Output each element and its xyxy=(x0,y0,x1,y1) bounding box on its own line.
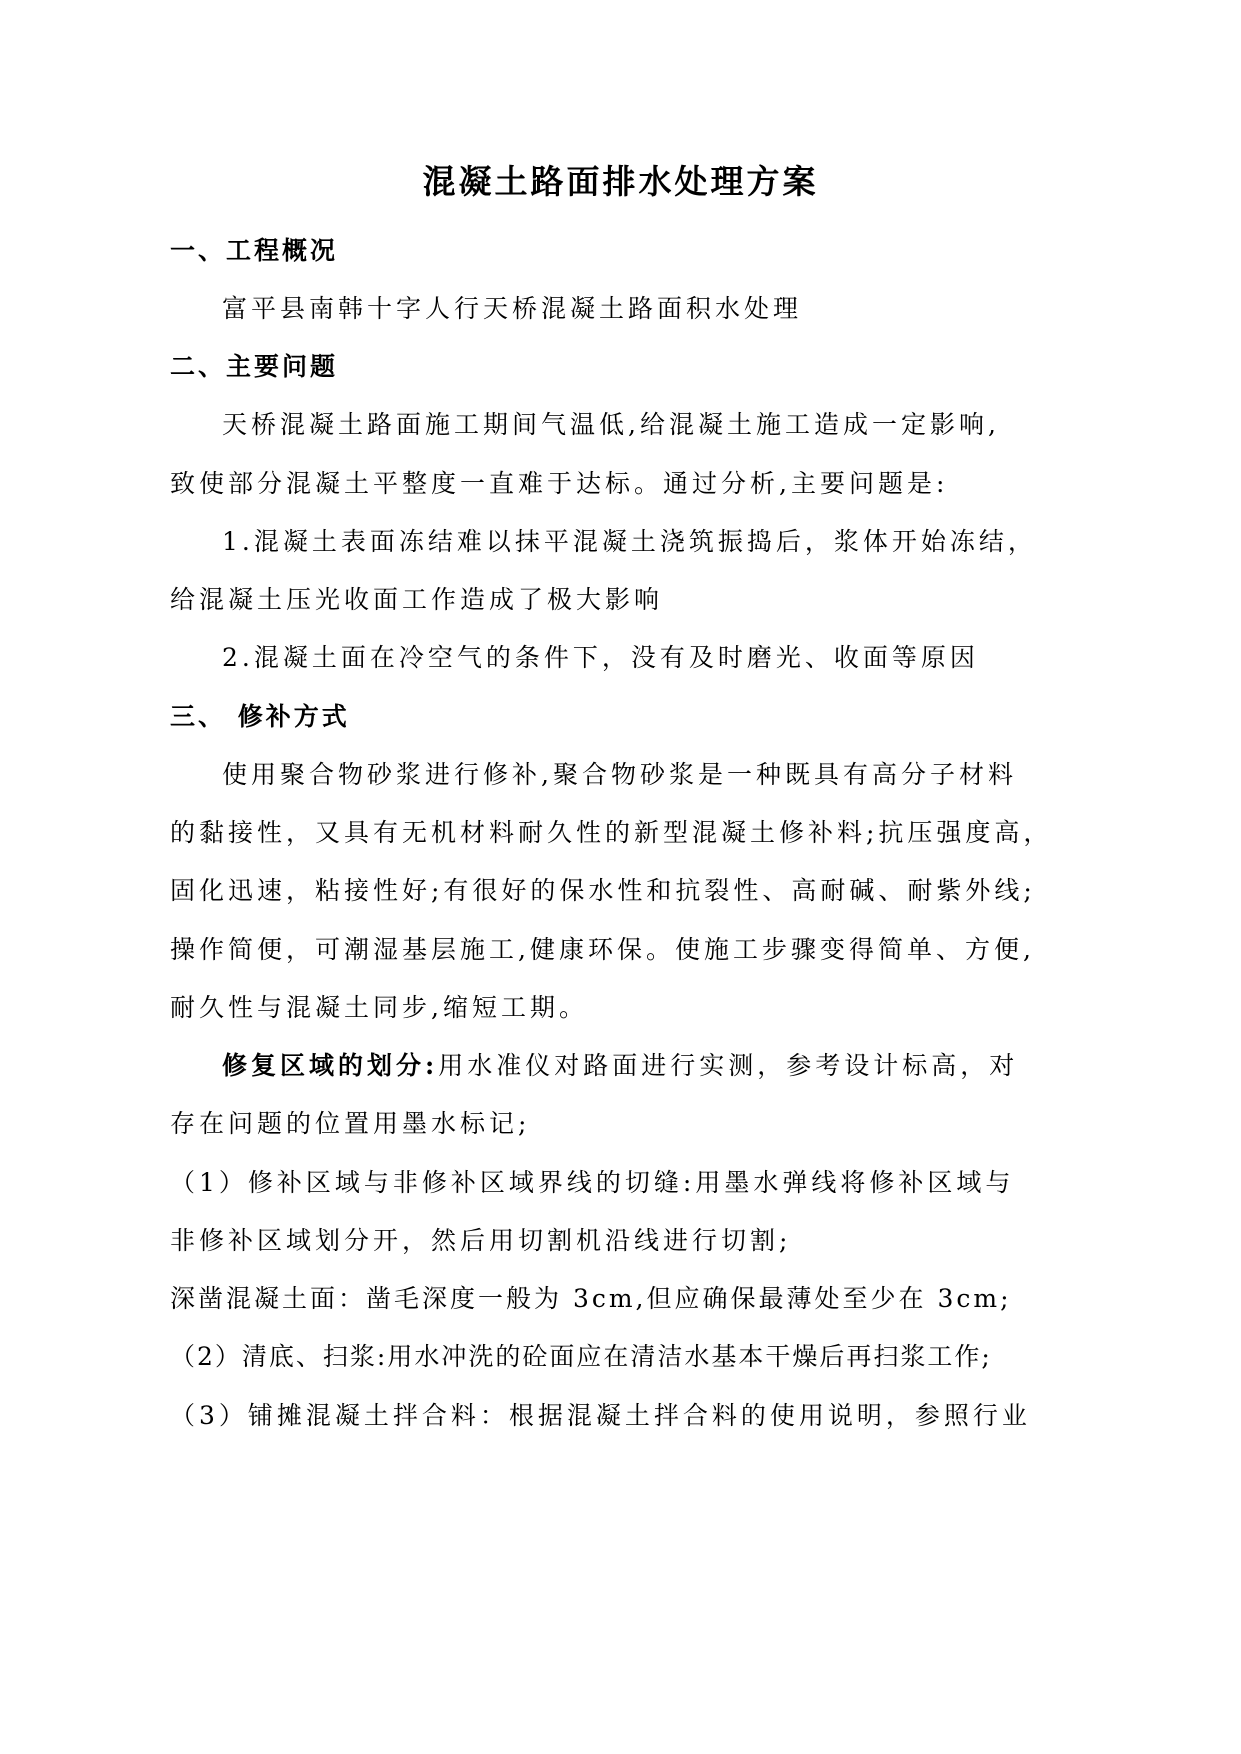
section-heading-repair: 三、 修补方式 xyxy=(170,702,350,731)
division-text: 用水准仪对路面进行实测，参考设计标高，对 xyxy=(438,1051,1019,1080)
section-heading-overview: 一、工程概况 xyxy=(170,236,339,265)
repair-paragraph-line: 操作简便，可潮湿基层施工,健康环保。使施工步骤变得简单、方便, xyxy=(170,935,1035,964)
repair-step-2: （2）清底、扫浆:用水冲洗的砼面应在清洁水基本干燥后再扫浆工作; xyxy=(170,1342,992,1371)
problem-item-1-line: 1.混凝土表面冻结难以抹平混凝土浇筑振捣后，浆体开始冻结， xyxy=(222,527,1037,556)
section-heading-problems: 二、主要问题 xyxy=(170,352,339,381)
division-line xyxy=(222,1049,1018,1083)
problem-item-2: 2.混凝土面在冷空气的条件下，没有及时磨光、收面等原因 xyxy=(222,643,979,672)
repair-step-3: （3）铺摊混凝土拌合料：根据混凝土拌合料的使用说明，参照行业 xyxy=(170,1401,1031,1430)
repair-paragraph-line: 耐久性与混凝土同步,缩短工期。 xyxy=(170,993,588,1022)
division-line-2: 存在问题的位置用墨水标记; xyxy=(170,1109,531,1138)
problems-paragraph-line: 天桥混凝土路面施工期间气温低,给混凝土施工造成一定影响, xyxy=(222,410,1000,439)
repair-step-1-line: （1）修补区域与非修补区域界线的切缝:用墨水弹线将修补区域与 xyxy=(170,1168,1015,1197)
problem-item-1-line: 给混凝土压光收面工作造成了极大影响 xyxy=(170,585,664,614)
chisel-line: 深凿混凝土面：凿毛深度一般为 3cm,但应确保最薄处至少在 3cm; xyxy=(170,1284,1012,1313)
repair-paragraph-line: 使用聚合物砂浆进行修补,聚合物砂浆是一种既具有高分子材料 xyxy=(222,760,1017,789)
repair-paragraph-line: 的黏接性，又具有无机材料耐久性的新型混凝土修补料;抗压强度高， xyxy=(170,818,1053,847)
document-title: 混凝土路面排水处理方案 xyxy=(422,162,819,201)
division-label: 修复区域的划分: xyxy=(222,1051,439,1080)
problems-paragraph-line: 致使部分混凝土平整度一直难于达标。通过分析,主要问题是: xyxy=(170,469,949,498)
repair-paragraph-line: 固化迅速，粘接性好;有很好的保水性和抗裂性、高耐碱、耐紫外线; xyxy=(170,876,1036,905)
overview-text: 富平县南韩十字人行天桥混凝土路面积水处理 xyxy=(222,294,803,323)
repair-step-1-line: 非修补区域划分开，然后用切割机沿线进行切割; xyxy=(170,1226,792,1255)
